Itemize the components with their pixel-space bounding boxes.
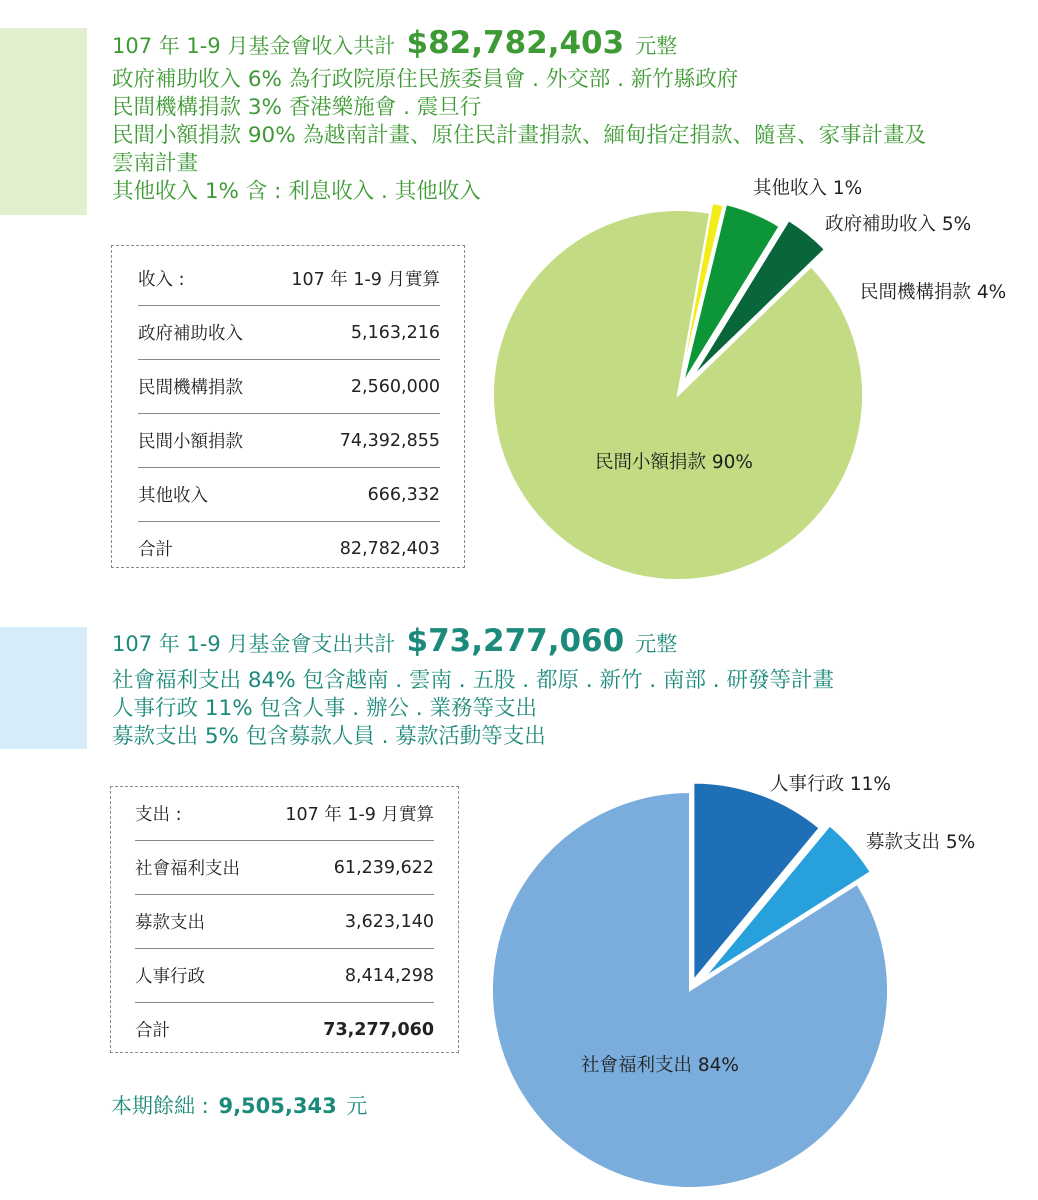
expense-slice-label-0: 社會福利支出 84%	[580, 1055, 740, 1076]
expense-title-text: 107 年 1-9 月基金會支出共計	[112, 632, 396, 656]
expense-slice-label-1: 人事行政 11%	[770, 774, 892, 795]
row-value: 82,782,403	[339, 538, 440, 559]
income-slice-label-2: 民間機構捐款 4%	[860, 282, 1007, 303]
income-slice-label-0: 民間小額捐款 90%	[594, 452, 754, 473]
row-value: 666,332	[367, 484, 440, 505]
row-value: 8,414,298	[344, 965, 434, 986]
row-label: 社會福利支出	[135, 859, 240, 879]
table-header-value: 107 年 1-9 月實算	[291, 270, 440, 290]
row-label: 民間小額捐款	[138, 432, 243, 452]
income-desc-line: 雲南計畫	[112, 151, 199, 176]
expense-desc-line: 募款支出 5% 包含募款人員 . 募款活動等支出	[112, 724, 546, 749]
income-desc-line: 政府補助收入 6% 為行政院原住民族委員會 . 外交部 . 新竹縣政府	[112, 67, 739, 92]
table-header-label: 收入 :	[138, 270, 185, 290]
row-value: 3,623,140	[344, 911, 434, 932]
balance-unit: 元	[346, 1094, 368, 1118]
table-header-value: 107 年 1-9 月實算	[285, 805, 434, 825]
income-desc-line: 其他收入 1% 含 : 利息收入 . 其他收入	[112, 179, 481, 204]
row-value: 73,277,060	[323, 1019, 434, 1040]
expense-total-amount: $73,277,060	[406, 623, 625, 659]
row-label: 合計	[138, 540, 173, 560]
expense-slice-label-2: 募款支出 5%	[866, 832, 976, 853]
income-title-suffix: 元整	[635, 34, 678, 58]
income-pie-chart	[493, 178, 1006, 580]
row-label: 政府補助收入	[138, 324, 243, 344]
expense-desc-line: 人事行政 11% 包含人事 . 辦公 . 業務等支出	[112, 696, 537, 721]
income-desc-line: 民間小額捐款 90% 為越南計畫、原住民計畫捐款、緬甸指定捐款、隨喜、家事計畫及	[112, 123, 926, 148]
row-value: 5,163,216	[350, 322, 440, 343]
row-label: 人事行政	[135, 967, 205, 987]
balance-label: 本期餘絀 :	[111, 1094, 209, 1118]
income-slice-label-3: 其他收入 1%	[753, 178, 863, 199]
row-label: 募款支出	[135, 913, 205, 933]
income-total-amount: $82,782,403	[406, 25, 625, 61]
row-label: 合計	[135, 1021, 170, 1041]
row-value: 61,239,622	[333, 857, 434, 878]
row-value: 74,392,855	[339, 430, 440, 451]
expense-pie-chart	[492, 774, 975, 1188]
row-label: 民間機構捐款	[138, 378, 243, 398]
balance-amount: 9,505,343	[218, 1094, 337, 1118]
expense-desc-line: 社會福利支出 84% 包含越南 . 雲南 . 五股 . 都原 . 新竹 . 南部 . 研發等計畫	[112, 668, 834, 693]
row-label: 其他收入	[138, 486, 208, 506]
income-title-text: 107 年 1-9 月基金會收入共計	[112, 34, 396, 58]
income-desc-line: 民間機構捐款 3% 香港樂施會 . 震旦行	[112, 95, 482, 120]
table-header-label: 支出 :	[135, 805, 182, 825]
row-value: 2,560,000	[350, 376, 440, 397]
income-slice-label-1: 政府補助收入 5%	[825, 214, 972, 235]
expense-title-suffix: 元整	[635, 632, 678, 656]
